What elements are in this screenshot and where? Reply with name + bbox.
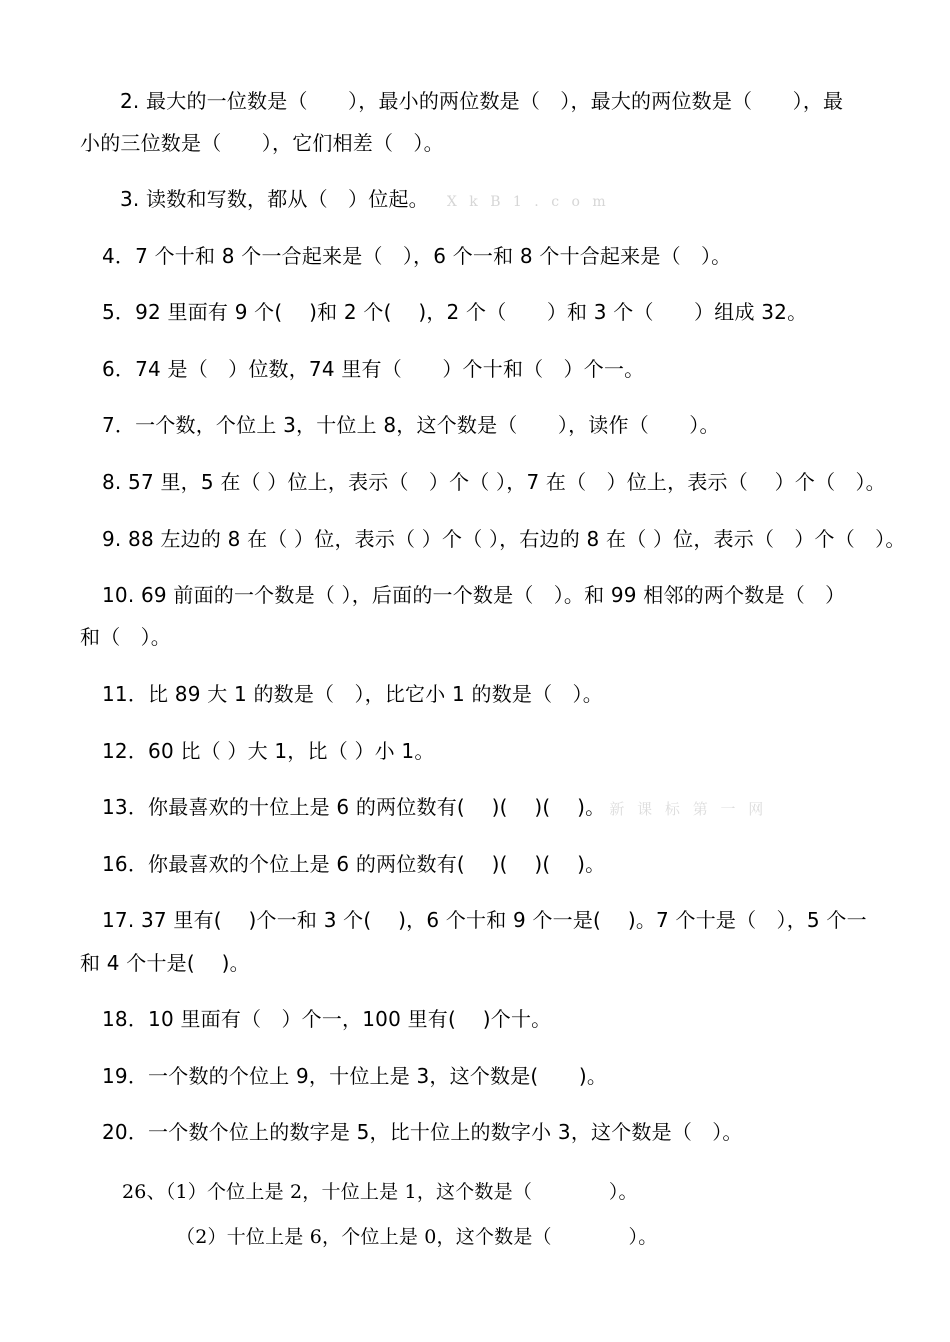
question-16: 16．你最喜欢的个位上是 6 的两位数有( )( )( )。 [102,852,606,876]
question-17-line-2: 和 4 个十是( )。 [80,951,250,975]
question-3 [120,186,610,215]
question-10-line-1: 10. 69 前面的一个数是（ ），后面的一个数是（ ）。和 99 相邻的两个数是（ ） [102,583,846,607]
question-2-line-1: 2. 最大的一位数是（ ），最小的两位数是（ ），最大的两位数是（ ），最 [120,89,844,113]
question-7: 7．一个数，个位上 3，十位上 8，这个数是（ ），读作（ ）。 [102,413,720,437]
question-9: 9. 88 左边的 8 在（ ）位，表示（ ）个（ ），右边的 8 在（ ）位，表示（ ）个（ ）。 [102,527,906,551]
question-13 [102,794,767,822]
watermark-text: X k B 1 . c o m [446,194,610,210]
question-26-line-2: （2）十位上是 6，个位上是 0，这个数是（ ）。 [176,1226,658,1248]
question-20: 20．一个数个位上的数字是 5，比十位上的数字小 3，这个数是（ ）。 [102,1120,743,1144]
question-18: 18．10 里面有（ ）个一，100 里有( )个十。 [102,1007,552,1031]
question-13-text: 13．你最喜欢的十位上是 6 的两位数有( )( )( )。 [102,795,606,819]
question-5: 5．92 里面有 9 个( )和 2 个( )，2 个（ ）和 3 个（ ）组成 32。 [102,300,808,324]
question-4: 4．7 个十和 8 个一合起来是（ ），6 个一和 8 个十合起来是（ ）。 [102,244,732,268]
question-11: 11．比 89 大 1 的数是（ ），比它小 1 的数是（ ）。 [102,682,603,706]
question-2-line-2: 小的三位数是（ ），它们相差（ ）。 [80,131,444,155]
question-6: 6．74 是（ ）位数，74 里有（ ）个十和（ ）个一。 [102,357,645,381]
question-10-line-2: 和（ ）。 [80,625,171,649]
question-26-line-1: 26、（1）个位上是 2，十位上是 1，这个数是（ ）。 [122,1181,638,1203]
question-3-text: 3. 读数和写数，都从（ ）位起。 [120,187,429,211]
question-19: 19．一个数的个位上 9，十位上是 3，这个数是( )。 [102,1064,608,1088]
question-12: 12．60 比（ ）大 1，比（ ）小 1。 [102,739,435,763]
question-8: 8. 57 里，5 在（ ）位上，表示（ ）个（ ），7 在（ ）位上，表示（ ）个（ ）。 [102,470,886,494]
question-17-line-1: 17. 37 里有( )个一和 3 个( )，6 个十和 9 个一是( )。7 个十是（ ），5 个一 [102,908,867,932]
watermark-text: 新 课 标 第 一 网 [609,800,768,818]
